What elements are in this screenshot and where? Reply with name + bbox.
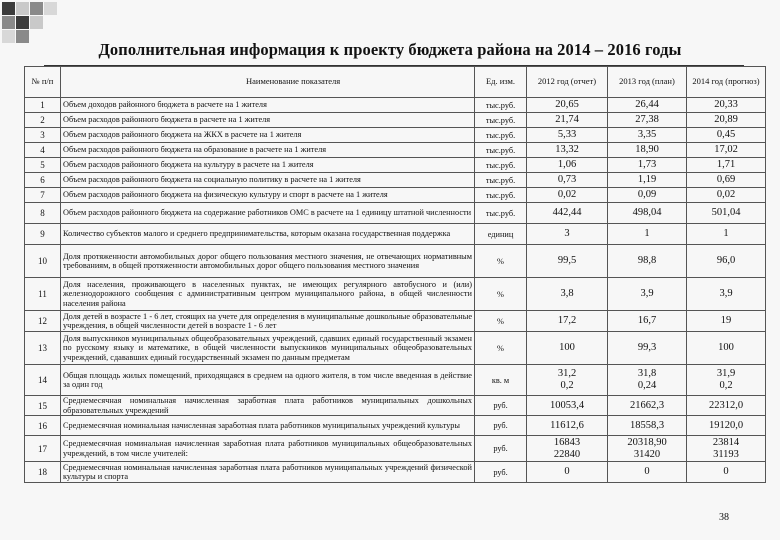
value-2014 bbox=[687, 143, 766, 158]
value-2013 bbox=[608, 311, 687, 332]
page-number: 38 bbox=[719, 512, 729, 523]
value-line: 0,02 bbox=[716, 189, 736, 201]
indicator-name: Объем доходов районного бюджета в расчете на 1 жителя bbox=[61, 98, 475, 113]
value-line: 0 bbox=[723, 466, 729, 478]
value-2013 bbox=[608, 436, 687, 462]
value-line: 442,44 bbox=[552, 207, 582, 219]
row-number: 8 bbox=[25, 203, 61, 224]
header-num: № п/п bbox=[25, 67, 61, 98]
unit-of-measure: руб. bbox=[475, 416, 527, 436]
value-line: 18,90 bbox=[635, 144, 659, 156]
value-2013 bbox=[608, 245, 687, 278]
value-2014 bbox=[687, 158, 766, 173]
table-header-row bbox=[25, 67, 766, 98]
value-line: 3,9 bbox=[640, 288, 654, 300]
value-line: 26,44 bbox=[635, 99, 659, 111]
value-2012 bbox=[527, 332, 608, 365]
indicator-name: Среднемесячная номинальная начисленная заработная плата работников муниципальных дошкольных образовательных учреждений bbox=[61, 396, 475, 416]
value-2014 bbox=[687, 436, 766, 462]
value-line: 23814 bbox=[712, 436, 740, 448]
value-line: 17,2 bbox=[557, 315, 577, 327]
unit-of-measure: тыс.руб. bbox=[475, 203, 527, 224]
value-2012 bbox=[527, 245, 608, 278]
value-line: 0,2 bbox=[719, 380, 733, 391]
value-line: 31193 bbox=[713, 448, 739, 460]
row-number: 4 bbox=[25, 143, 61, 158]
row-number: 10 bbox=[25, 245, 61, 278]
indicator-name: Количество субъектов малого и среднего предпринимательства, которым оказана государственная поддержка bbox=[61, 224, 475, 245]
unit-of-measure: руб. bbox=[475, 396, 527, 416]
value-2014 bbox=[687, 98, 766, 113]
value-2014 bbox=[687, 462, 766, 483]
unit-of-measure: руб. bbox=[475, 462, 527, 483]
header-unit: Ед. изм. bbox=[475, 67, 527, 98]
value-line: 31420 bbox=[633, 448, 661, 460]
unit-of-measure: единиц bbox=[475, 224, 527, 245]
table-row bbox=[25, 436, 766, 462]
unit-of-measure: тыс.руб. bbox=[475, 113, 527, 128]
unit-of-measure: руб. bbox=[475, 436, 527, 462]
value-line: 31,9 bbox=[716, 368, 736, 380]
unit-of-measure: тыс.руб. bbox=[475, 143, 527, 158]
value-line: 501,04 bbox=[711, 207, 741, 219]
table-row bbox=[25, 113, 766, 128]
value-line: 20318,90 bbox=[627, 436, 667, 448]
indicator-name: Доля выпускников муниципальных общеобразовательных учреждений, сдавших единый государственный экзамен по русскому языку и математике, в общей численности выпускников муниципальных общеобразовательных учреждений, сдававших единый государственный экзамен по данным предметам bbox=[61, 332, 475, 365]
value-line: 0,73 bbox=[557, 174, 577, 186]
row-number: 2 bbox=[25, 113, 61, 128]
value-line: 1,06 bbox=[557, 159, 577, 171]
indicator-name: Объем расходов районного бюджета на социальную политику в расчете на 1 жителя bbox=[61, 173, 475, 188]
row-number: 11 bbox=[25, 278, 61, 311]
value-line: 13,32 bbox=[555, 144, 579, 156]
value-2013 bbox=[608, 113, 687, 128]
row-number: 9 bbox=[25, 224, 61, 245]
table-row bbox=[25, 98, 766, 113]
value-2014 bbox=[687, 128, 766, 143]
value-line: 96,0 bbox=[716, 255, 736, 267]
value-line: 21,74 bbox=[555, 114, 579, 126]
value-2012 bbox=[527, 113, 608, 128]
indicator-name: Объем расходов районного бюджета на физическую культуру и спорт в расчете на 1 жителя bbox=[61, 188, 475, 203]
value-2012 bbox=[527, 203, 608, 224]
value-line: 20,65 bbox=[555, 99, 579, 111]
value-2012 bbox=[527, 158, 608, 173]
indicator-name: Общая площадь жилых помещений, приходящаяся в среднем на одного жителя, в том числе введенная в действие за один год bbox=[61, 365, 475, 396]
table-row bbox=[25, 143, 766, 158]
value-2014 bbox=[687, 173, 766, 188]
row-number: 16 bbox=[25, 416, 61, 436]
row-number: 12 bbox=[25, 311, 61, 332]
value-2013 bbox=[608, 224, 687, 245]
table-row bbox=[25, 278, 766, 311]
value-2012 bbox=[527, 188, 608, 203]
value-line: 1 bbox=[644, 228, 650, 240]
corner-decoration bbox=[0, 0, 60, 42]
table-row bbox=[25, 332, 766, 365]
value-line: 99,3 bbox=[637, 342, 657, 354]
table-row bbox=[25, 158, 766, 173]
row-number: 17 bbox=[25, 436, 61, 462]
value-line: 11612,6 bbox=[550, 419, 584, 431]
row-number: 14 bbox=[25, 365, 61, 396]
value-line: 22840 bbox=[553, 448, 581, 460]
table-row bbox=[25, 203, 766, 224]
page-title: Дополнительная информация к проекту бюджета района на 2014 – 2016 годы bbox=[98, 40, 682, 59]
value-2014 bbox=[687, 245, 766, 278]
indicator-name: Доля населения, проживающего в населенных пунктах, не имеющих регулярного автобусного и (или) железнодорожного сообщения с административным центром муниципального района, в общей численности населения района bbox=[61, 278, 475, 311]
value-line: 19 bbox=[720, 315, 732, 327]
row-number: 6 bbox=[25, 173, 61, 188]
table-row bbox=[25, 224, 766, 245]
value-2014 bbox=[687, 365, 766, 396]
unit-of-measure: тыс.руб. bbox=[475, 158, 527, 173]
value-2012 bbox=[527, 173, 608, 188]
value-line: 19120,0 bbox=[708, 419, 744, 431]
table-row bbox=[25, 462, 766, 483]
value-line: 3,8 bbox=[560, 288, 574, 300]
value-line: 16,7 bbox=[637, 315, 657, 327]
value-2012 bbox=[527, 365, 608, 396]
value-line: 5,33 bbox=[557, 129, 577, 141]
value-2014 bbox=[687, 332, 766, 365]
value-line: 498,04 bbox=[632, 207, 662, 219]
value-line: 31,8 bbox=[637, 368, 657, 380]
table-row bbox=[25, 311, 766, 332]
table-row bbox=[25, 416, 766, 436]
unit-of-measure: кв. м bbox=[475, 365, 527, 396]
unit-of-measure: тыс.руб. bbox=[475, 128, 527, 143]
value-2012 bbox=[527, 462, 608, 483]
value-2013 bbox=[608, 416, 687, 436]
indicator-name: Среднемесячная номинальная начисленная заработная плата работников муниципальных учреждений физической культуры и спорта bbox=[61, 462, 475, 483]
row-number: 18 bbox=[25, 462, 61, 483]
value-line: 99,5 bbox=[557, 255, 577, 267]
value-2013 bbox=[608, 98, 687, 113]
value-2013 bbox=[608, 143, 687, 158]
row-number: 5 bbox=[25, 158, 61, 173]
table-row bbox=[25, 128, 766, 143]
value-line: 20,89 bbox=[714, 114, 738, 126]
value-2013 bbox=[608, 365, 687, 396]
row-number: 3 bbox=[25, 128, 61, 143]
value-2014 bbox=[687, 396, 766, 416]
table-row bbox=[25, 396, 766, 416]
value-2012 bbox=[527, 128, 608, 143]
value-line: 17,02 bbox=[714, 144, 738, 156]
indicator-name: Объем расходов районного бюджета на содержание работников ОМС в расчете на 1 единицу штатной численности bbox=[61, 203, 475, 224]
value-2012 bbox=[527, 416, 608, 436]
value-line: 1 bbox=[723, 228, 729, 240]
value-2014 bbox=[687, 311, 766, 332]
indicator-name: Доля протяженности автомобильных дорог общего пользования местного значения, не отвечающих нормативным требованиям, в общей протяженности автомобильных дорог общего пользования местного значения bbox=[61, 245, 475, 278]
row-number: 15 bbox=[25, 396, 61, 416]
value-2012 bbox=[527, 224, 608, 245]
value-line: 0,2 bbox=[560, 380, 574, 391]
header-2013: 2013 год (план) bbox=[608, 67, 687, 98]
value-2012 bbox=[527, 436, 608, 462]
value-2014 bbox=[687, 188, 766, 203]
unit-of-measure: тыс.руб. bbox=[475, 173, 527, 188]
indicator-name: Объем расходов районного бюджета на ЖКХ в расчете на 1 жителя bbox=[61, 128, 475, 143]
value-2014 bbox=[687, 113, 766, 128]
value-line: 100 bbox=[559, 342, 575, 354]
value-2012 bbox=[527, 143, 608, 158]
row-number: 13 bbox=[25, 332, 61, 365]
value-2014 bbox=[687, 416, 766, 436]
indicator-name: Среднемесячная номинальная начисленная заработная плата работников муниципальных общеобразовательных учреждений, в том числе учителей: bbox=[61, 436, 475, 462]
value-line: 20,33 bbox=[714, 99, 738, 111]
value-2013 bbox=[608, 158, 687, 173]
unit-of-measure: % bbox=[475, 278, 527, 311]
budget-indicators-table bbox=[24, 66, 766, 483]
header-2012: 2012 год (отчет) bbox=[527, 67, 608, 98]
value-line: 3,9 bbox=[719, 288, 733, 300]
value-line: 27,38 bbox=[635, 114, 659, 126]
value-line: 22312,0 bbox=[708, 399, 744, 411]
value-2014 bbox=[687, 224, 766, 245]
indicator-name: Среднемесячная номинальная начисленная заработная плата работников муниципальных учреждений культуры bbox=[61, 416, 475, 436]
value-2013 bbox=[608, 278, 687, 311]
value-2013 bbox=[608, 173, 687, 188]
value-2012 bbox=[527, 396, 608, 416]
value-2013 bbox=[608, 396, 687, 416]
value-2014 bbox=[687, 203, 766, 224]
table-row bbox=[25, 365, 766, 396]
value-line: 0,09 bbox=[637, 189, 657, 201]
value-2012 bbox=[527, 98, 608, 113]
indicator-name: Объем расходов районного бюджета в расчете на 1 жителя bbox=[61, 113, 475, 128]
value-2014 bbox=[687, 278, 766, 311]
indicator-name: Объем расходов районного бюджета на образование в расчете на 1 жителя bbox=[61, 143, 475, 158]
table-row bbox=[25, 173, 766, 188]
value-line: 1,19 bbox=[637, 174, 657, 186]
value-line: 16843 bbox=[553, 436, 581, 448]
value-line: 0 bbox=[564, 466, 570, 478]
value-line: 21662,3 bbox=[629, 399, 665, 411]
value-2013 bbox=[608, 462, 687, 483]
value-line: 3,35 bbox=[637, 129, 657, 141]
value-line: 18558,3 bbox=[629, 419, 665, 431]
value-2013 bbox=[608, 203, 687, 224]
value-2012 bbox=[527, 311, 608, 332]
unit-of-measure: % bbox=[475, 245, 527, 278]
unit-of-measure: % bbox=[475, 332, 527, 365]
value-line: 10053,4 bbox=[549, 399, 585, 411]
value-2013 bbox=[608, 188, 687, 203]
header-2014: 2014 год (прогноз) bbox=[687, 67, 766, 98]
value-line: 0,02 bbox=[557, 189, 577, 201]
value-2013 bbox=[608, 128, 687, 143]
value-line: 1,71 bbox=[716, 159, 736, 171]
value-2012 bbox=[527, 278, 608, 311]
table-row bbox=[25, 188, 766, 203]
indicator-name: Объем расходов районного бюджета на культуру в расчете на 1 жителя bbox=[61, 158, 475, 173]
header-name: Наименование показателя bbox=[61, 67, 475, 98]
indicator-name: Доля детей в возрасте 1 - 6 лет, стоящих на учете для определения в муниципальные дошкольные образовательные учреждения, в общей численности детей в возрасте 1 - 6 лет bbox=[61, 311, 475, 332]
value-line: 3 bbox=[564, 228, 570, 240]
value-line: 0 bbox=[644, 466, 650, 478]
unit-of-measure: % bbox=[475, 311, 527, 332]
row-number: 7 bbox=[25, 188, 61, 203]
unit-of-measure: тыс.руб. bbox=[475, 188, 527, 203]
value-line: 100 bbox=[718, 342, 734, 354]
value-line: 0,69 bbox=[716, 174, 736, 186]
value-line: 0,45 bbox=[716, 129, 736, 141]
row-number: 1 bbox=[25, 98, 61, 113]
value-line: 0,24 bbox=[637, 380, 657, 391]
value-line: 1,73 bbox=[637, 159, 657, 171]
value-line: 98,8 bbox=[637, 255, 657, 267]
value-line: 31,2 bbox=[557, 368, 577, 380]
value-2013 bbox=[608, 332, 687, 365]
table-row bbox=[25, 245, 766, 278]
unit-of-measure: тыс.руб. bbox=[475, 98, 527, 113]
